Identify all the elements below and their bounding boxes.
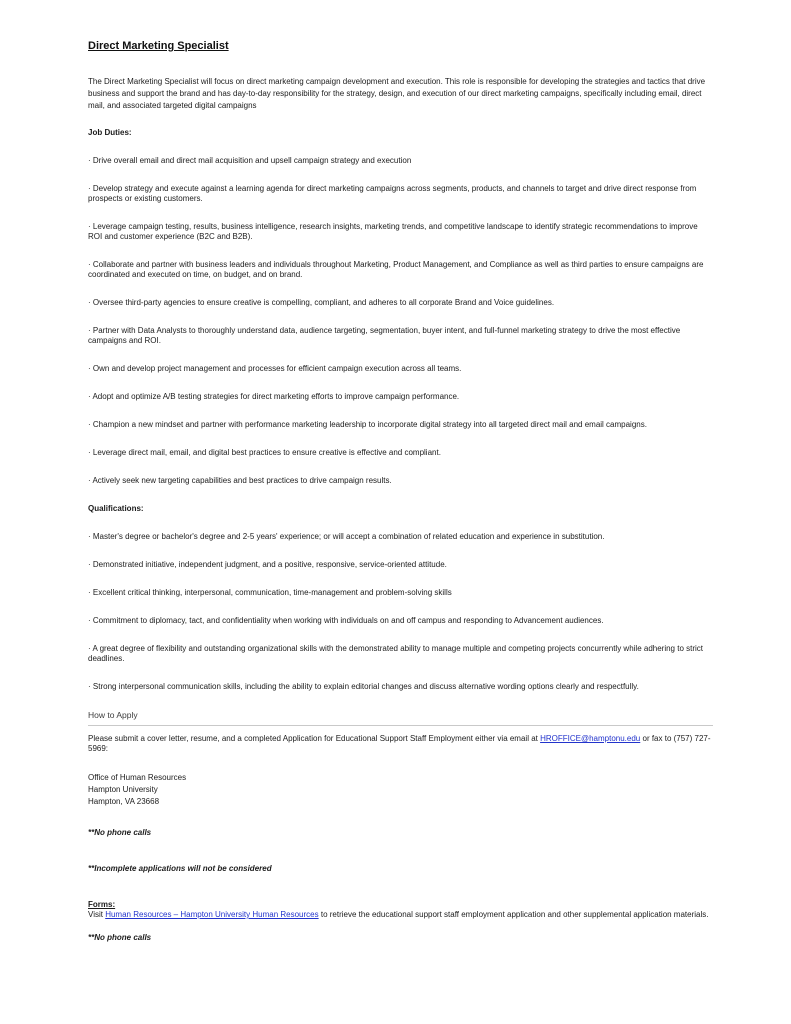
- job-duty-item: · Adopt and optimize A/B testing strategies for direct marketing efforts to improve campaign performance.: [88, 392, 713, 402]
- job-duty-item: · Collaborate and partner with business leaders and individuals throughout Marketing, Product Management, and Compliance as well as third parties to ensure campaigns are coordinated and executed on time, on budget, and on brand.: [88, 260, 713, 280]
- address-line-city: Hampton, VA 23668: [88, 797, 160, 806]
- job-duty-item: · Partner with Data Analysts to thoroughly understand data, audience targeting, segmentation, buyer intent, and full-funnel marketing strategy to drive the most effective campaigns and ROI.: [88, 326, 713, 346]
- apply-text-after-email: or fax to (757) 727-5969:: [88, 734, 711, 753]
- qualifications-list: [88, 532, 713, 692]
- qualification-item: · Master's degree or bachelor's degree and 2-5 years' experience; or will accept a combination of related education and experience in substitution.: [88, 532, 713, 542]
- hr-email-link[interactable]: HROFFICE@hamptonu.edu: [540, 734, 641, 743]
- forms-instructions: [88, 910, 713, 920]
- job-duties-heading: Job Duties:: [88, 128, 132, 137]
- note-no-phone-calls: **No phone calls: [88, 828, 152, 837]
- job-duty-item: · Develop strategy and execute against a learning agenda for direct marketing campaigns across segments, products, and channels to target and drive direct response from prospects or existing customers.: [88, 184, 713, 204]
- job-duty-item: · Drive overall email and direct mail acquisition and upsell campaign strategy and execution: [88, 156, 713, 166]
- address-line-university: Hampton University: [88, 785, 158, 794]
- apply-instructions: [88, 734, 713, 754]
- how-to-apply-heading: How to Apply: [88, 710, 713, 726]
- qualification-item: · Demonstrated initiative, independent judgment, and a positive, responsive, service-oriented attitude.: [88, 560, 713, 570]
- hr-forms-link[interactable]: Human Resources – Hampton University Human Resources: [105, 910, 319, 919]
- qualification-item: · Excellent critical thinking, interpersonal, communication, time-management and problem-solving skills: [88, 588, 713, 598]
- job-duty-item: · Own and develop project management and processes for efficient campaign execution across all teams.: [88, 364, 713, 374]
- forms-text-after-link: to retrieve the educational support staff employment application and other supplemental application materials.: [318, 910, 709, 919]
- job-duty-item: · Oversee third-party agencies to ensure creative is compelling, compliant, and adheres to all corporate Brand and Voice guidelines.: [88, 298, 713, 308]
- page-title: Direct Marketing Specialist: [88, 40, 229, 52]
- forms-text-before-link: Visit: [88, 910, 106, 919]
- job-duty-item: · Actively seek new targeting capabilities and best practices to drive campaign results.: [88, 476, 713, 486]
- intro-paragraph: The Direct Marketing Specialist will focus on direct marketing campaign development and execution. This role is responsible for developing the strategies and tactics that drive business and support the brand and has day-to-day responsibility for the strategy, design, and execution of our direct marketing campaigns, specifically including email, direct mail, and associated targeted digital campaigns: [88, 77, 706, 110]
- qualification-item: · A great degree of flexibility and outstanding organizational skills with the demonstrated ability to manage multiple and competing projects concurrently while adhering to strict deadlines.: [88, 644, 713, 664]
- address-line-office: Office of Human Resources: [88, 773, 187, 782]
- note-incomplete-applications: **Incomplete applications will not be considered: [88, 864, 272, 873]
- qualifications-heading: Qualifications:: [88, 504, 144, 513]
- job-duty-item: · Champion a new mindset and partner with performance marketing leadership to incorporate digital strategy into all targeted direct mail and email campaigns.: [88, 420, 713, 430]
- forms-heading: Forms:: [88, 900, 116, 909]
- footer-note-no-phone-calls: **No phone calls: [88, 933, 152, 942]
- job-duties-list: [88, 156, 713, 486]
- address-block: [88, 772, 713, 808]
- qualification-item: · Strong interpersonal communication skills, including the ability to explain editorial changes and discuss alternative wording options clearly and respectfully.: [88, 682, 713, 692]
- apply-text-before-email: Please submit a cover letter, resume, and a completed Application for Educational Support Staff Employment either via email at: [88, 734, 541, 743]
- job-duty-item: · Leverage direct mail, email, and digital best practices to ensure creative is effective and compliant.: [88, 448, 713, 458]
- job-duty-item: · Leverage campaign testing, results, business intelligence, research insights, marketing trends, and competitive landscape to identify strategic recommendations to improve ROI and customer experience (B2C and B2B).: [88, 222, 713, 242]
- qualification-item: · Commitment to diplomacy, tact, and confidentiality when working with individuals on and off campus and responding to Advancement audiences.: [88, 616, 713, 626]
